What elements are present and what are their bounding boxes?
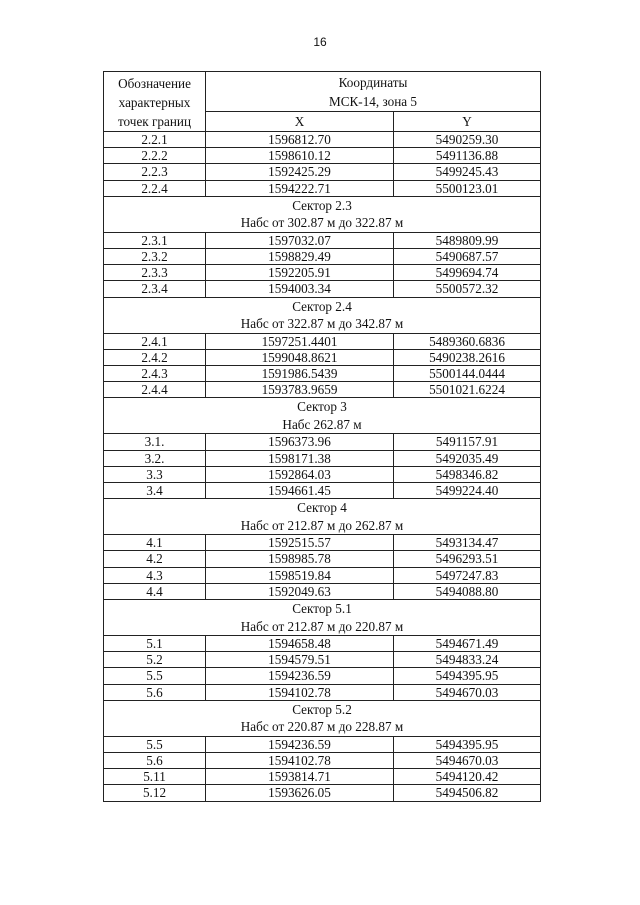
y-coordinate-cell: 5490238.2616 xyxy=(394,349,541,365)
x-coordinate-cell: 1597251.4401 xyxy=(206,333,394,349)
table-row xyxy=(104,232,541,248)
table-row xyxy=(104,636,541,652)
x-coordinate-cell: 1594236.59 xyxy=(206,736,394,752)
y-coordinate-cell: 5494671.49 xyxy=(394,636,541,652)
table-row xyxy=(104,450,541,466)
y-coordinate-cell: 5494088.80 xyxy=(394,583,541,599)
y-coordinate-cell: 5489360.6836 xyxy=(394,333,541,349)
x-coordinate-cell: 1592049.63 xyxy=(206,583,394,599)
x-coordinate-cell: 1592515.57 xyxy=(206,535,394,551)
point-label-header-line-2: характерных xyxy=(118,95,191,110)
table-row xyxy=(104,249,541,265)
x-coordinate-cell: 1593814.71 xyxy=(206,769,394,785)
y-coordinate-cell: 5494506.82 xyxy=(394,785,541,801)
table-row xyxy=(104,180,541,196)
x-column-header: X xyxy=(206,112,394,132)
y-coordinate-cell: 5497247.83 xyxy=(394,567,541,583)
point-id-cell: 2.4.1 xyxy=(104,333,206,349)
sector-header-row xyxy=(104,196,541,232)
y-coordinate-cell: 5499694.74 xyxy=(394,265,541,281)
x-coordinate-cell: 1598985.78 xyxy=(206,551,394,567)
y-coordinate-cell: 5494395.95 xyxy=(394,736,541,752)
y-coordinate-cell: 5500123.01 xyxy=(394,180,541,196)
x-coordinate-cell: 1599048.8621 xyxy=(206,349,394,365)
y-coordinate-cell: 5494395.95 xyxy=(394,668,541,684)
point-id-cell: 3.2. xyxy=(104,450,206,466)
sector-title: Сектор 2.3 xyxy=(292,197,352,213)
point-id-cell: 5.6 xyxy=(104,753,206,769)
y-coordinate-cell: 5499245.43 xyxy=(394,164,541,180)
coordinates-table xyxy=(103,71,541,802)
y-coordinate-cell: 5491136.88 xyxy=(394,148,541,164)
x-coordinate-cell: 1591986.5439 xyxy=(206,366,394,382)
sector-header xyxy=(104,398,541,434)
x-coordinate-cell: 1593783.9659 xyxy=(206,382,394,398)
y-coordinate-cell: 5494120.42 xyxy=(394,769,541,785)
point-id-cell: 4.2 xyxy=(104,551,206,567)
table-row xyxy=(104,148,541,164)
y-coordinate-cell: 5490259.30 xyxy=(394,132,541,148)
y-coordinate-cell: 5494670.03 xyxy=(394,684,541,700)
sector-header xyxy=(104,700,541,736)
point-id-cell: 2.2.3 xyxy=(104,164,206,180)
point-id-cell: 5.6 xyxy=(104,684,206,700)
sector-title: Сектор 3 xyxy=(297,399,347,415)
table-row xyxy=(104,583,541,599)
sector-height-range: Набс от 302.87 м до 322.87 м xyxy=(240,215,404,231)
y-coordinate-cell: 5491157.91 xyxy=(394,434,541,450)
point-id-cell: 5.5 xyxy=(104,668,206,684)
x-coordinate-cell: 1596373.96 xyxy=(206,434,394,450)
sector-header-row xyxy=(104,499,541,535)
sector-height-range: Набс 262.87 м xyxy=(282,416,362,432)
point-id-cell: 4.1 xyxy=(104,535,206,551)
point-id-cell: 3.3 xyxy=(104,466,206,482)
sector-header-row xyxy=(104,700,541,736)
sector-height-range: Набс от 322.87 м до 342.87 м xyxy=(240,316,404,332)
point-id-cell: 5.5 xyxy=(104,736,206,752)
table-row xyxy=(104,382,541,398)
sector-title: Сектор 4 xyxy=(297,500,347,516)
y-coordinate-cell: 5500572.32 xyxy=(394,281,541,297)
y-coordinate-cell: 5500144.0444 xyxy=(394,366,541,382)
point-id-cell: 2.2.4 xyxy=(104,180,206,196)
table-row xyxy=(104,753,541,769)
sector-header-row xyxy=(104,398,541,434)
table-row xyxy=(104,769,541,785)
point-label-header-line-1: Обозначение xyxy=(118,76,191,91)
x-coordinate-cell: 1593626.05 xyxy=(206,785,394,801)
sector-header xyxy=(104,499,541,535)
table-row xyxy=(104,684,541,700)
point-id-cell: 2.4.2 xyxy=(104,349,206,365)
x-coordinate-cell: 1598610.12 xyxy=(206,148,394,164)
point-id-cell: 2.2.2 xyxy=(104,148,206,164)
y-coordinate-cell: 5492035.49 xyxy=(394,450,541,466)
table-row xyxy=(104,535,541,551)
sector-header xyxy=(104,297,541,333)
coordinates-table-body xyxy=(104,72,541,802)
y-coordinate-cell: 5499224.40 xyxy=(394,483,541,499)
point-id-cell: 2.3.2 xyxy=(104,249,206,265)
table-row xyxy=(104,132,541,148)
point-id-cell: 4.4 xyxy=(104,583,206,599)
sector-header xyxy=(104,196,541,232)
point-id-cell: 5.12 xyxy=(104,785,206,801)
y-coordinate-cell: 5501021.6224 xyxy=(394,382,541,398)
header-row xyxy=(104,72,541,112)
table-row xyxy=(104,668,541,684)
sector-header xyxy=(104,600,541,636)
sector-height-range: Набс от 220.87 м до 228.87 м xyxy=(240,719,404,735)
x-coordinate-cell: 1598829.49 xyxy=(206,249,394,265)
table-row xyxy=(104,483,541,499)
sector-title: Сектор 2.4 xyxy=(292,298,352,314)
point-id-cell: 2.2.1 xyxy=(104,132,206,148)
coordinates-header-line-2: МСК-14, зона 5 xyxy=(328,93,418,109)
x-coordinate-cell: 1594003.34 xyxy=(206,281,394,297)
point-id-cell: 2.4.4 xyxy=(104,382,206,398)
x-coordinate-cell: 1594236.59 xyxy=(206,668,394,684)
point-id-cell: 5.2 xyxy=(104,652,206,668)
sector-title: Сектор 5.2 xyxy=(292,701,352,717)
table-row xyxy=(104,736,541,752)
x-coordinate-cell: 1597032.07 xyxy=(206,232,394,248)
table-row xyxy=(104,434,541,450)
y-coordinate-cell: 5489809.99 xyxy=(394,232,541,248)
y-coordinate-cell: 5494670.03 xyxy=(394,753,541,769)
point-id-cell: 4.3 xyxy=(104,567,206,583)
coordinates-header xyxy=(206,72,541,112)
x-coordinate-cell: 1598171.38 xyxy=(206,450,394,466)
table-row xyxy=(104,567,541,583)
point-id-cell: 3.1. xyxy=(104,434,206,450)
sector-title: Сектор 5.1 xyxy=(292,601,352,617)
table-row xyxy=(104,164,541,180)
table-row xyxy=(104,265,541,281)
table-row xyxy=(104,652,541,668)
point-id-cell: 2.3.1 xyxy=(104,232,206,248)
sector-height-range: Набс от 212.87 м до 220.87 м xyxy=(240,618,404,634)
x-coordinate-cell: 1594102.78 xyxy=(206,753,394,769)
page-number: 16 xyxy=(313,35,327,49)
x-coordinate-cell: 1594102.78 xyxy=(206,684,394,700)
point-id-cell: 2.3.3 xyxy=(104,265,206,281)
x-coordinate-cell: 1594658.48 xyxy=(206,636,394,652)
sector-height-range: Набс от 212.87 м до 262.87 м xyxy=(240,517,404,533)
table-row xyxy=(104,281,541,297)
x-coordinate-cell: 1594661.45 xyxy=(206,483,394,499)
x-coordinate-cell: 1594579.51 xyxy=(206,652,394,668)
point-id-cell: 5.1 xyxy=(104,636,206,652)
x-coordinate-cell: 1598519.84 xyxy=(206,567,394,583)
x-coordinate-cell: 1592425.29 xyxy=(206,164,394,180)
point-label-header-line-3: точек границ xyxy=(117,114,192,129)
point-label-header xyxy=(104,72,206,132)
y-coordinate-cell: 5496293.51 xyxy=(394,551,541,567)
sector-header-row xyxy=(104,600,541,636)
y-coordinate-cell: 5493134.47 xyxy=(394,535,541,551)
y-coordinate-cell: 5498346.82 xyxy=(394,466,541,482)
sector-header-row xyxy=(104,297,541,333)
point-id-cell: 3.4 xyxy=(104,483,206,499)
table-row xyxy=(104,366,541,382)
point-id-cell: 2.4.3 xyxy=(104,366,206,382)
table-row xyxy=(104,466,541,482)
table-row xyxy=(104,349,541,365)
y-coordinate-cell: 5494833.24 xyxy=(394,652,541,668)
y-column-header: Y xyxy=(394,112,541,132)
table-row xyxy=(104,333,541,349)
coordinates-header-line-1: Координаты xyxy=(338,74,408,90)
y-coordinate-cell: 5490687.57 xyxy=(394,249,541,265)
table-row xyxy=(104,785,541,801)
x-coordinate-cell: 1596812.70 xyxy=(206,132,394,148)
x-coordinate-cell: 1594222.71 xyxy=(206,180,394,196)
x-coordinate-cell: 1592205.91 xyxy=(206,265,394,281)
point-id-cell: 5.11 xyxy=(104,769,206,785)
x-coordinate-cell: 1592864.03 xyxy=(206,466,394,482)
point-id-cell: 2.3.4 xyxy=(104,281,206,297)
table-row xyxy=(104,551,541,567)
